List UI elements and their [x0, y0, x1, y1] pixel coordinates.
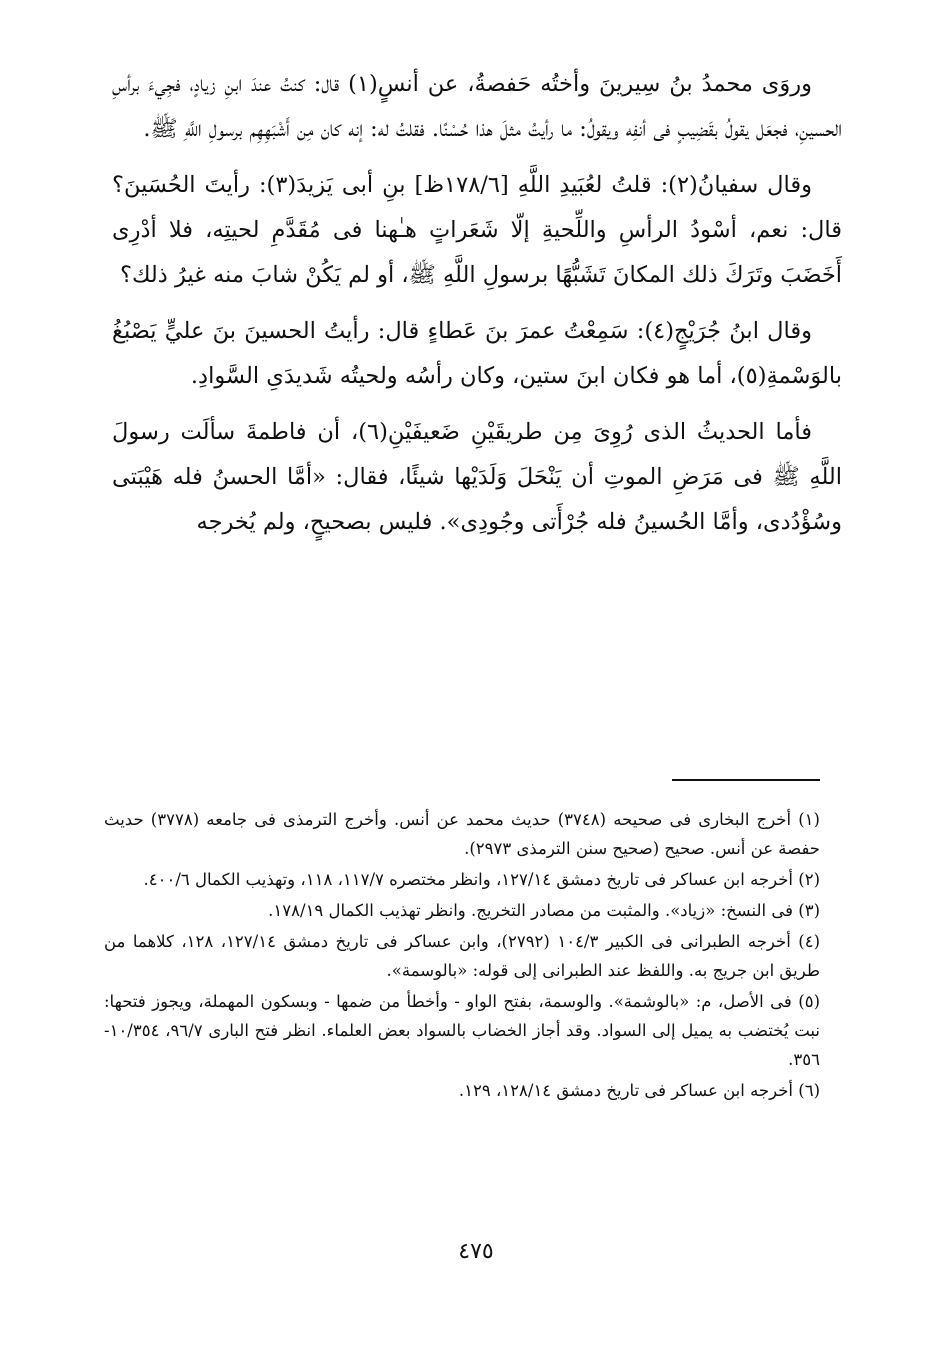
- footnote-2: (٢) أخرجه ابن عساكر فى تاريخ دمشق ١٢٧/١٤، وانظر مختصره ١١٧/٧، ١١٨، وتهذيب الكمال ٤٠٠/٦.: [143, 870, 820, 889]
- main-text: [112, 62, 842, 556]
- footnotes: [104, 805, 820, 1107]
- footnote-6: (٦) أخرجه ابن عساكر فى تاريخ دمشق ١٢٨/١٤، ١٢٩.: [458, 1081, 820, 1100]
- footnote-5: (٥) فى الأصل، م: «بالوشمة». والوسمة، بفتح الواو - وأخطأ من ضمها - وبسكون المهملة، ويجوز فتحها: نبت يُختضب به يميل إلى السواد. وقد أجاز الخضاب بالسواد بعض العلماء. انظر فتح البارى ٩٦/٧، ١٠/٣٥٤- ٣٥٦.: [104, 992, 820, 1069]
- paragraph-2: وقال سفيانُ(٢): قلتُ لعُبَيدِ اللَّهِ [١٧٨/٦ظ] بنِ أبى يَزيدَ(٣): رأيتَ الحُسَينَ؟ قال: نعم، أسْودُ الرأسِ واللِّحيةِ إلّا شَعَراتٍ هـٰهنا فى مُقَدَّمِ لحيتِه، فلا أدْرِى أَخَضَبَ وتَرَكَ ذلك المكانَ تَشَبُّهًا برسولِ اللَّهِ ﷺ، أو لم يَكُنْ شابَ منه غيرُ ذلك؟: [112, 172, 842, 288]
- footnote-4: (٤) أخرجه الطبرانى فى الكبير ١٠٤/٣ (٢٧٩٢)، وابن عساكر فى تاريخ دمشق ١٢٧/١٤، ١٢٨، كلاهما من طريق ابن جريج به. واللفظ عند الطبرانى إلى قوله: «بالوسمة».: [104, 932, 821, 980]
- paragraph-1: وروَى محمدُ بنُ سِيرينَ وأختُه حَفصةُ، عن أنسٍ(١) قال: كنتُ عندَ ابنِ زيادٍ، فجِيءَ برأسِ الحسينِ، فجعَل يقولُ بقَضِيبٍ فى أنفِه ويقولُ: ما رأيتُ مثلَ هذا حُسْنًا. فقلتُ له: إنه كان مِن أَشْبَهِهِم برسولِ اللَّهِ ﷺ.: [112, 71, 842, 142]
- paragraph-3: وقال ابنُ جُرَيْجٍ(٤): سَمِعْتُ عمرَ بنَ عَطاءٍ قال: رأيتُ الحسينَ بنَ عليٍّ يَصْبُغُ بالوَسْمةِ(٥)، أما هو فكان ابنَ ستين، وكان رأسُه ولحيتُه شَديدَىِ السَّوادِ.: [112, 318, 842, 389]
- footnote-separator: [672, 779, 820, 781]
- page-number: ٤٧٥: [458, 1239, 494, 1264]
- footnote-1: (١) أخرج البخارى فى صحيحه (٣٧٤٨) حديث محمد عن أنس. وأخرج الترمذى فى جامعه (٣٧٧٨) حديث حفصة عن أنس. صحيح (صحيح سنن الترمذى ٢٩٧٣).: [104, 810, 820, 858]
- footnote-3: (٣) فى النسخ: «زياد». والمثبت من مصادر التخريج. وانظر تهذيب الكمال ١٧٨/١٩.: [268, 901, 820, 920]
- paragraph-4: فأما الحديثُ الذى رُوِىَ مِن طريقَيْنِ ضَعيفَيْنِ(٦)، أن فاطمةَ سألَت رسولَ اللَّهِ ﷺ فى مَرَضِ الموتِ أن يَنْحَلَ وَلَدَيْها شيئًا، فقال: «أمَّا الحسنُ فله هَيْبَتى وسُؤْدُدى، وأمَّا الحُسينُ فله جُرْأَتى وجُودِى». فليس بصحيحٍ، ولم يُخرجه: [112, 419, 842, 535]
